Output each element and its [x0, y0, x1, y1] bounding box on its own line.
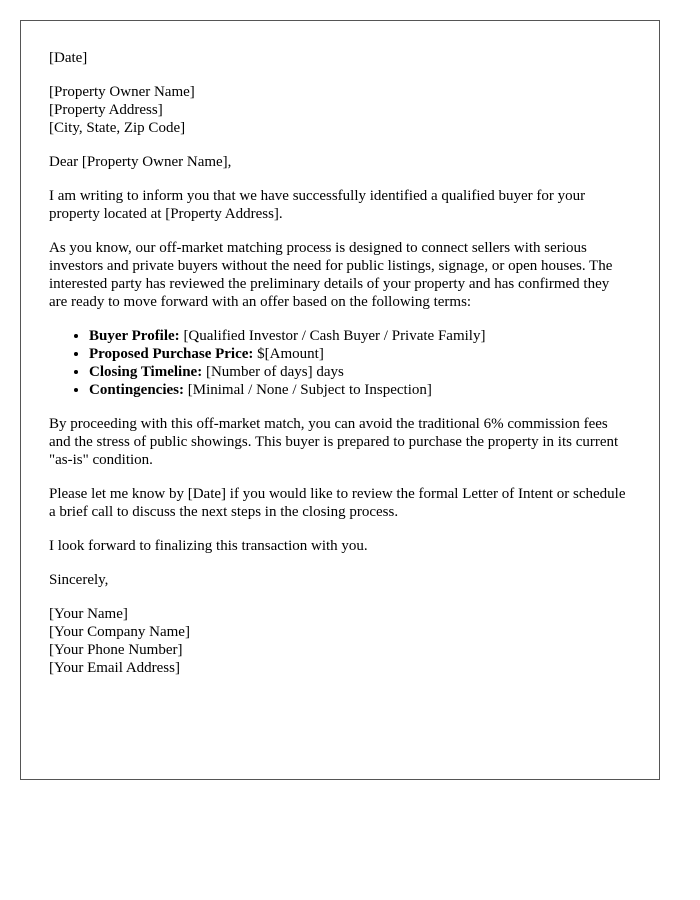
sign-off: Sincerely,	[49, 572, 109, 588]
term-contingencies	[89, 381, 631, 399]
signature-block	[49, 605, 631, 677]
recipient-city-state-zip: [City, State, Zip Code]	[49, 120, 186, 136]
term-value: [Number of days] days	[202, 364, 344, 380]
benefits-paragraph: By proceeding with this off-market match, you can avoid the traditional 6% commission fees and the stress of public showings. This buyer is prepared to purchase the property in its current "as-is" condition.	[49, 416, 619, 468]
sender-name: [Your Name]	[49, 606, 128, 622]
salutation: Dear [Property Owner Name],	[49, 154, 232, 170]
request-paragraph: Please let me know by [Date] if you would like to review the formal Letter of Intent or schedule a brief call to discuss the next steps in the closing process.	[49, 486, 626, 520]
recipient-block	[49, 83, 631, 137]
term-buyer-profile	[89, 327, 631, 345]
term-purchase-price	[89, 345, 631, 363]
recipient-name: [Property Owner Name]	[49, 84, 195, 100]
term-label: Buyer Profile:	[89, 328, 180, 344]
sender-phone: [Your Phone Number]	[49, 642, 183, 658]
intro-paragraph: I am writing to inform you that we have successfully identified a qualified buyer for your property located at [Property Address].	[49, 188, 586, 222]
closing-line: I look forward to finalizing this transaction with you.	[49, 538, 368, 554]
recipient-address: [Property Address]	[49, 102, 163, 118]
term-value: [Minimal / None / Subject to Inspection]	[184, 382, 432, 398]
term-value: [Qualified Investor / Cash Buyer / Private Family]	[179, 328, 486, 344]
sender-company: [Your Company Name]	[49, 624, 190, 640]
letter-date: [Date]	[49, 50, 88, 66]
term-closing-timeline	[89, 363, 631, 381]
term-label: Contingencies:	[89, 382, 184, 398]
term-label: Closing Timeline:	[89, 364, 203, 380]
process-paragraph: As you know, our off-market matching process is designed to connect sellers with serious investors and private buyers without the need for public listings, signage, or open houses. The interested party has reviewed the preliminary details of your property and has confirmed they are ready to move forward with an offer based on the following terms:	[49, 240, 613, 310]
term-value: $[Amount]	[253, 346, 324, 362]
terms-list	[49, 327, 631, 399]
sender-email: [Your Email Address]	[49, 660, 180, 676]
letter-page	[20, 20, 660, 780]
term-label: Proposed Purchase Price:	[89, 346, 254, 362]
